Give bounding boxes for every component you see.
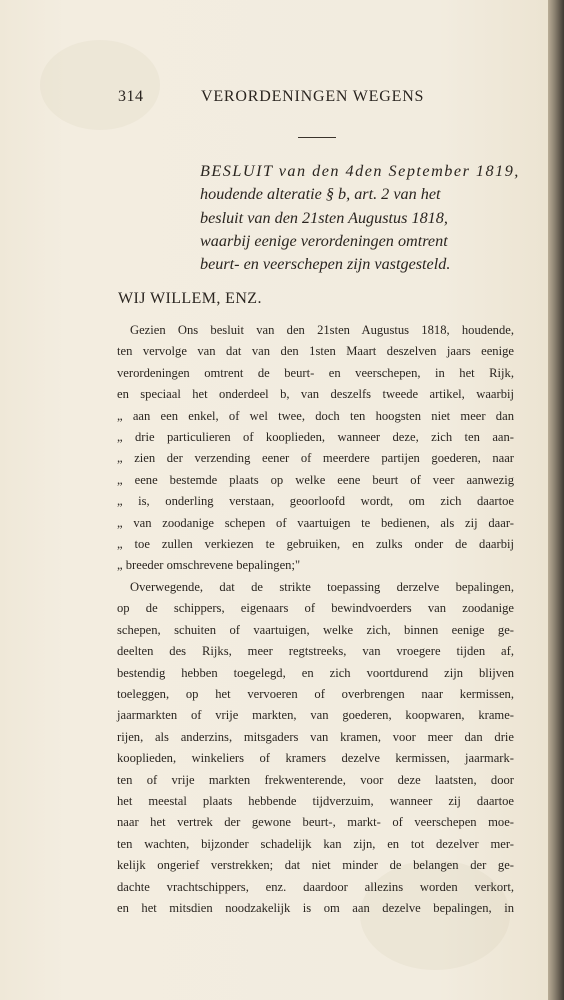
running-head: VERORDENINGEN WEGENS <box>201 88 425 105</box>
page-edge-shadow <box>548 0 564 1000</box>
quoted-line: „ drie particulieren of kooplieden, wanneer deze, zich ten aan- <box>117 430 514 445</box>
title-line: BESLUIT van den 4den September 1819, <box>200 162 520 180</box>
paper-stain <box>40 40 160 130</box>
quoted-line: „ toe zullen verkiezen te gebruiken, en zulks onder de daarbij <box>117 537 514 552</box>
quoted-line: „ eene bestemde plaats op welke eene beurt of veer aanwezig <box>117 472 514 487</box>
text-line: deelten des Rijks, meer regtstreeks, van vroegere tijden af, <box>117 644 514 659</box>
text-line: naar het vertrek der gewone beurt-, markt- of veerschepen moe- <box>117 815 514 830</box>
text-line: kooplieden, winkeliers of kramers dezelve kermissen, jaarmark- <box>117 751 514 766</box>
text-line: toeleggen, op het vervoeren of overbrengen naar kermissen, <box>117 686 514 701</box>
text-line: verordeningen omtrent de beurt- en veerschepen, in het Rijk, <box>117 365 514 380</box>
text-line: en speciaal het onderdeel b, van deszelfs tweede artikel, waarbij <box>117 387 514 402</box>
title-line: beurt- en veerschepen zijn vastgesteld. <box>200 255 451 274</box>
text-line: jaarmarkten of vrije markten, van goederen, koopwaren, krame- <box>117 708 514 723</box>
text-line: het meestal plaats hebbende tijdverzuim, wanneer zij daartoe <box>117 793 514 808</box>
quoted-line: „ is, onderling verstaan, geoorloofd wordt, om zich daartoe <box>117 494 514 509</box>
page-number: 314 <box>118 88 144 105</box>
title-line: besluit van den 21sten Augustus 1818, <box>200 208 448 227</box>
text-line: kelijk ongerief verstrekken; dat niet minder de belangen der ge- <box>117 858 514 873</box>
text-line: bestendig hebben toegelegd, en zich voortdurend zijn blijven <box>117 665 514 680</box>
preamble: WIJ WILLEM, ENZ. <box>118 290 262 307</box>
text-line: Overwegende, dat de strikte toepassing derzelve bepalingen, <box>130 579 514 594</box>
text-line: rijen, als anderzins, mitsgaders van kramen, voor meer dan drie <box>117 729 514 744</box>
title-line: waarbij eenige verordeningen omtrent <box>200 231 448 250</box>
section-rule <box>298 137 336 138</box>
text-line: ten vervolge van dat van den 1sten Maart deszelven jaars eenige <box>117 344 514 359</box>
quoted-line: „ zien der verzending eener of meerdere partijen goederen, naar <box>117 451 514 466</box>
quoted-line: „ breeder omschrevene bepalingen;" <box>117 558 301 573</box>
text-line: ten of vrije markten frekwenterende, voor deze laatsten, door <box>117 772 514 787</box>
quoted-line: „ van zoodanige schepen of vaartuigen te bedienen, als zij daar- <box>117 515 514 530</box>
text-line: op de schippers, eigenaars of bewindvoerders van zoodanige <box>117 601 514 616</box>
quoted-line: „ aan een enkel, of wel twee, doch ten hoogsten niet meer dan <box>117 408 514 423</box>
title-line: houdende alteratie § b, art. 2 van het <box>200 185 441 204</box>
text-line: en het mitsdien noodzakelijk is om aan dezelve bepalingen, in <box>117 900 514 915</box>
decree-title <box>200 160 520 276</box>
page-header <box>118 88 428 110</box>
text-line: ten wachten, bijzonder schadelijk kan zijn, en tot dezelver mer- <box>117 836 514 851</box>
body-text <box>117 320 514 919</box>
text-line: Gezien Ons besluit van den 21sten Augustus 1818, houdende, <box>130 323 514 337</box>
text-line: schepen, schuiten of vaartuigen, welke zich, binnen eenige ge- <box>117 622 514 637</box>
text-line: dachte vrachtschippers, enz. daardoor allezins worden verkort, <box>117 879 514 894</box>
